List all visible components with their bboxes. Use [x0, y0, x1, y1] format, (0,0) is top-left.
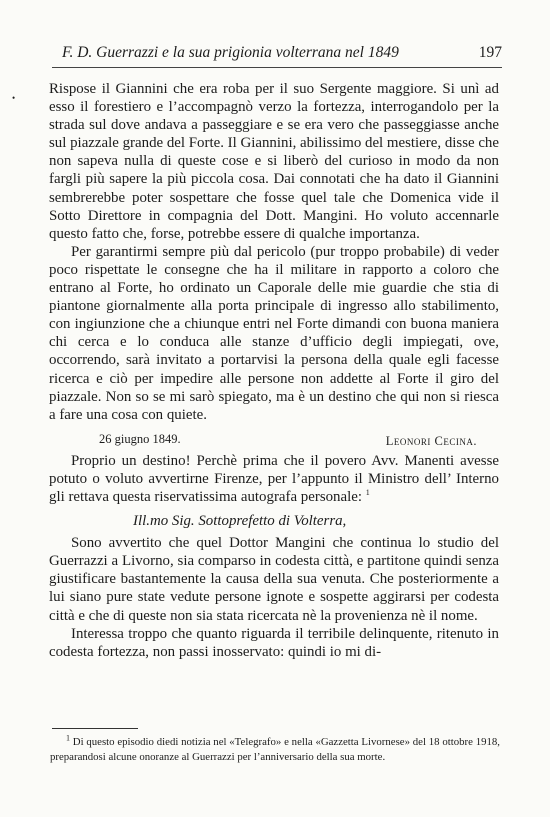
page-number: 197 [478, 44, 502, 61]
footnote-rule [52, 728, 138, 729]
footnote-marker: 1 [66, 733, 70, 743]
paragraph-4: Sono avvertito che quel Dottor Mangini che continua lo studio del Guerrazzi a Livorno, sia comparso in codesta città, e partitone quindi senza giustificare bastantemente la causa della sua venuta. Che posteriormente a lui siano pure state vedute persone ignote e sospette aggirarsi per codesta città e che di queste non sia stata ricercata nè la provenienza nè il nome. [49, 535, 499, 624]
footnote-text: Di questo episodio diedi notizia nel «Telegrafo» e nella «Gazzetta Livornese» del 18 ottobre 1918, preparandosi alcune onoranze al Guerrazzi per l’anniversario della sua morte. [50, 736, 500, 763]
header-rule [52, 67, 502, 68]
paragraph-5: Interessa troppo che quanto riguarda il terribile delinquente, ritenuto in codesta fortezza, non passi inosservato: quindi io mi di- [49, 625, 499, 660]
margin-dot: • [12, 93, 16, 103]
body-text [49, 80, 499, 661]
signature-name: Leonori Cecina. [385, 433, 477, 448]
paragraph-3-text: Proprio un destino! Perchè prima che il povero Avv. Manenti avesse potuto o voluto avvertirne Firenze, per l’appunto il Ministro dell’ Interno gli rettava questa riservatissima autografa personale: [49, 452, 499, 505]
running-header [62, 44, 502, 64]
paragraph-1: Rispose il Giannini che era roba per il suo Sergente maggiore. Si unì ad esso il forestiero e l’accompagnò verzo la fortezza, interrogandolo per la strada sul dove andava a passeggiare e se era vero che passeggiasse anche sul piazzale grande del Forte. Il Giannini, abilissimo del mestiere, disse che non sapeva nulla di queste cose e si liberò del curioso in modo da non fargli più sapere la più piccola cosa. Dai connotati che ha dato il Giannini sembrerebbe poter sospettare che fosse quel tale che Domenica vide il Sotto Direttore in compagnia del Dott. Mangini. Ho voluto accennarle questo fatto che, forse, potrebbe essere di qualche importanza. [49, 81, 499, 242]
paragraph-3 [49, 452, 499, 506]
footnote-ref: 1 [365, 488, 370, 497]
footnote [50, 735, 500, 764]
letter-signature [49, 424, 499, 452]
signature-date: 26 giugno 1849. [99, 431, 181, 446]
running-title: F. D. Guerrazzi e la sua prigionia volterrana nel 1849 [62, 44, 399, 61]
letter-addressee: Ill.mo Sig. Sottoprefetto di Volterra, [133, 513, 347, 530]
paragraph-2: Per garantirmi sempre più dal pericolo (pur troppo probabile) di veder poco rispettate le consegne che ha il militare in rapporto a coloro che entrano al Forte, ho ordinato un Caporale delle mie guardie che stia di piantone giornalmente alla porta principale di ingresso allo stabilimento, con ingiunzione che a chiunque entri nel Forte dimandi con buona maniera chi cerca e lo conduca alle stanze d’ufficio degli impiegati, ove, occorrendo, sarà invitato a portarvisi la persona della quale egli facesse ricerca e ciò per impedire alle persone non addette al Forte il giro del piazzale. Non so se mi sarò spiegato, ma è un destino che qui non si riesca a fare una cosa con quiete. [49, 243, 499, 423]
